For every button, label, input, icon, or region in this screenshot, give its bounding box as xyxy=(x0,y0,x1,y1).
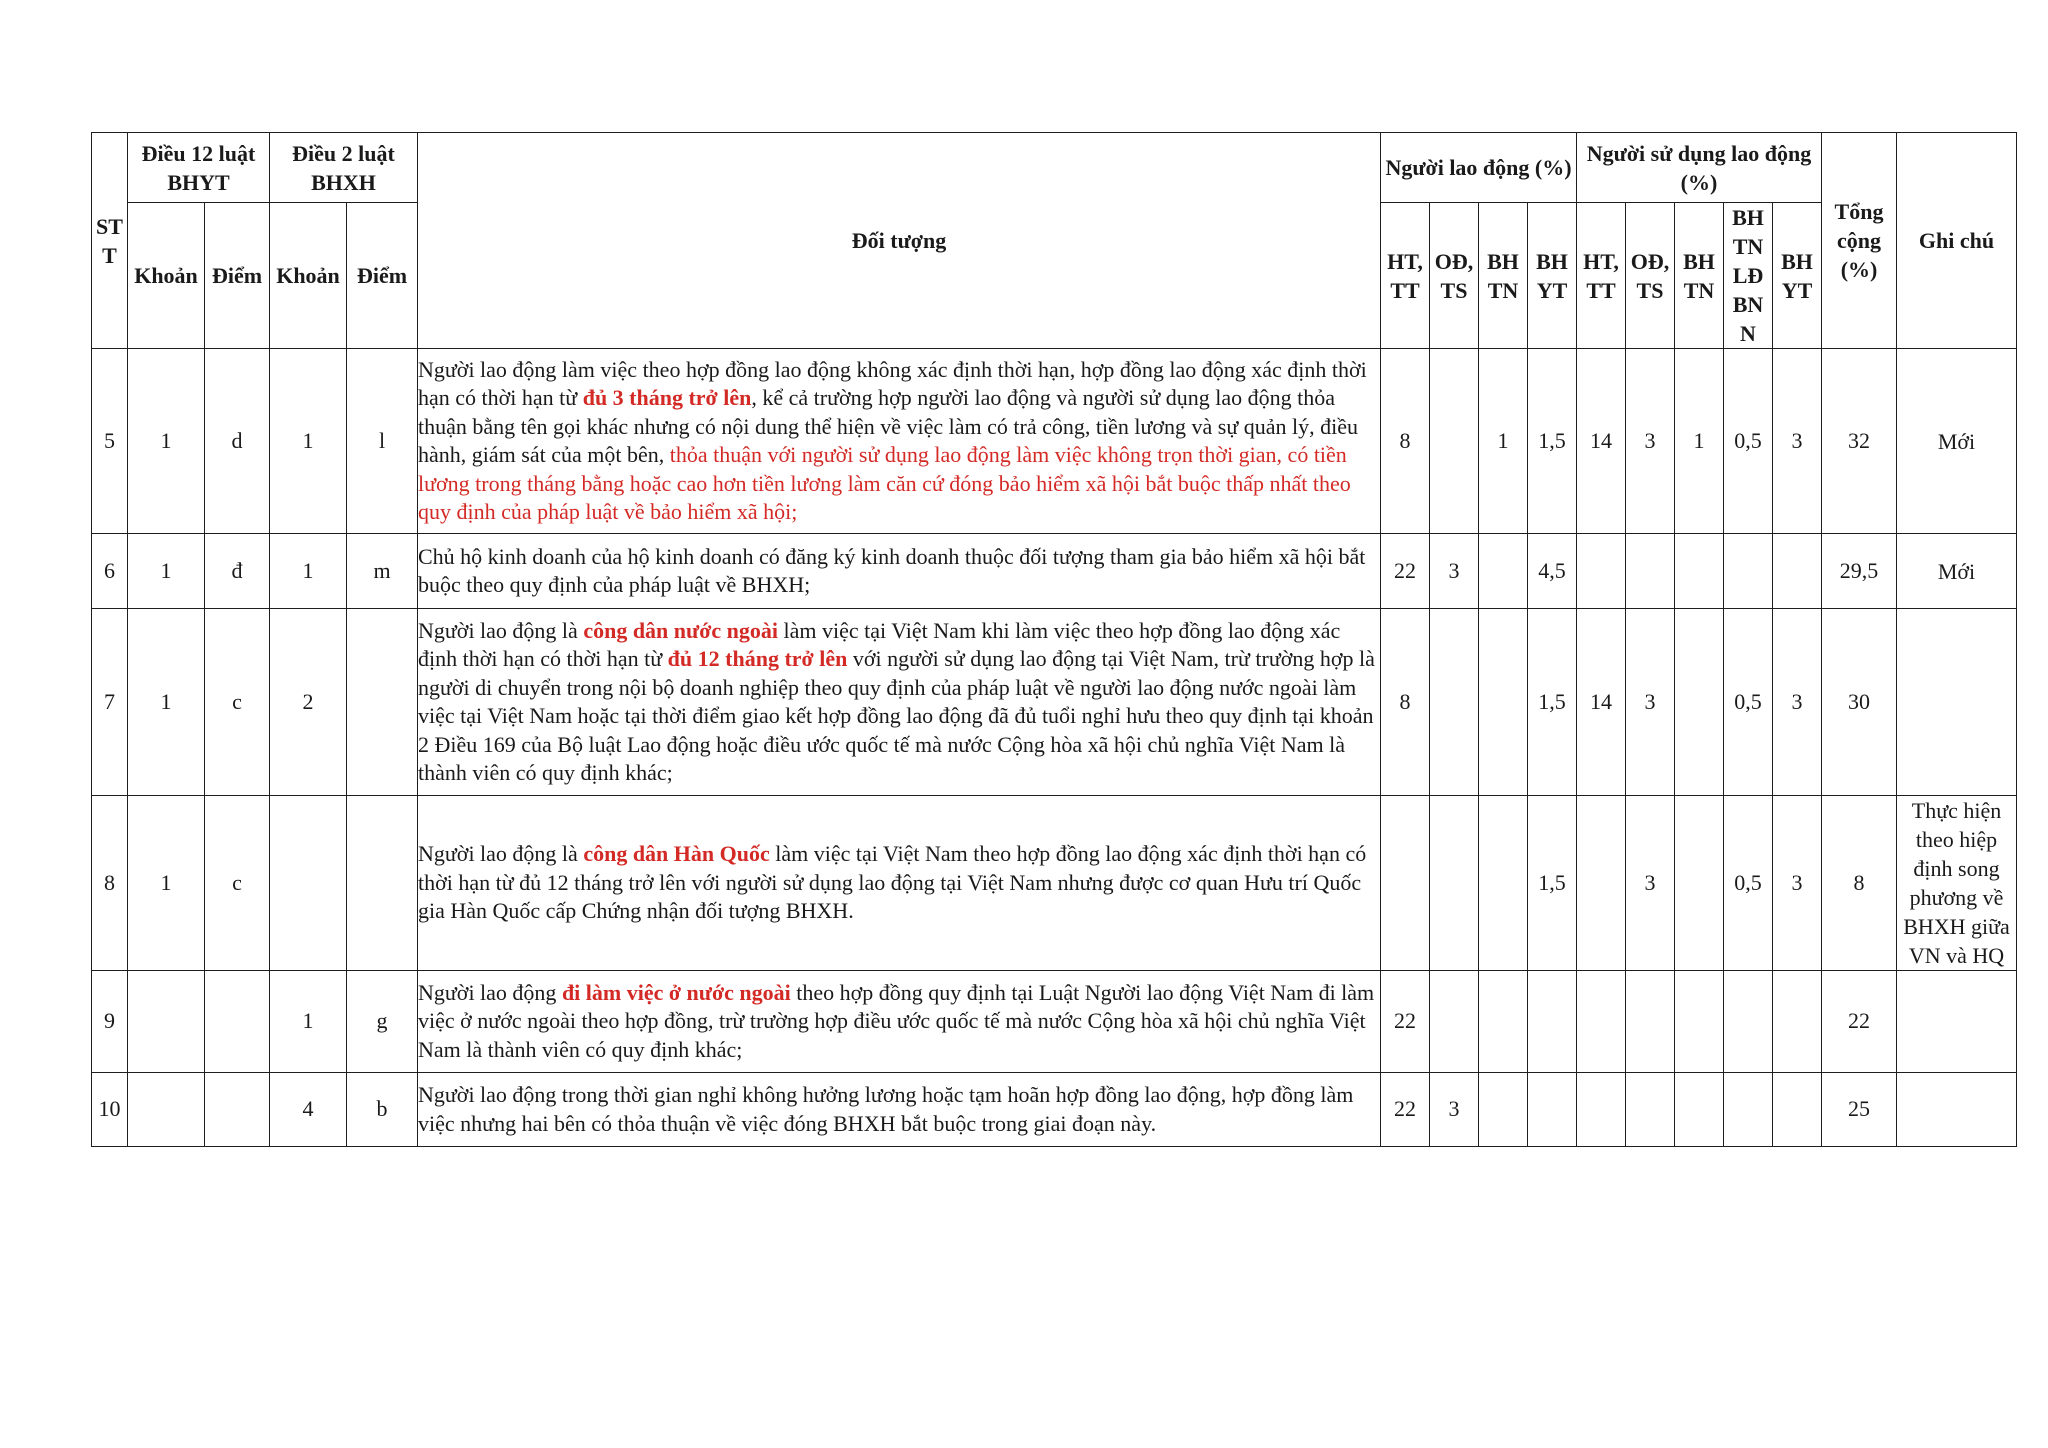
header-dieu12-bhyt: Điều 12 luật BHYT xyxy=(128,133,270,203)
cell-diem-2: b xyxy=(347,1073,418,1147)
desc-segment: làm việc tại Việt Nam theo hợp đồng lao động xác định thời hạn có thời hạn từ đủ 12 tháng trở lên với người sử dụng lao động tại Việt Nam nhưng được cơ quan Hưu trí Quốc gia Hàn Quốc cấp Chứng nhận đối tượng BHXH. xyxy=(418,841,1367,924)
cell-nld-httt: 8 xyxy=(1381,609,1430,796)
cell-nsd-bhyt xyxy=(1773,1073,1822,1147)
cell-khoan-2: 1 xyxy=(270,534,347,609)
cell-nld-odts: 3 xyxy=(1430,1073,1479,1147)
cell-tong-cong: 30 xyxy=(1822,609,1897,796)
cell-nld-bhtn xyxy=(1479,534,1528,609)
cell-stt: 7 xyxy=(92,609,128,796)
cell-stt: 6 xyxy=(92,534,128,609)
cell-nsd-httt: 14 xyxy=(1577,609,1626,796)
cell-nld-bhyt xyxy=(1528,971,1577,1073)
cell-nld-odts xyxy=(1430,349,1479,534)
header-nsd-httt: HT, TT xyxy=(1577,203,1626,349)
cell-nsd-bhtn xyxy=(1675,609,1724,796)
desc-segment: Người lao động trong thời gian nghỉ không hưởng lương hoặc tạm hoãn hợp đồng lao động, hợp đồng làm việc nhưng hai bên có thỏa thuận về việc đóng BHXH bắt buộc trong giai đoạn này. xyxy=(418,1082,1354,1136)
cell-diem-2: l xyxy=(347,349,418,534)
header-nsd-odts: OĐ, TS xyxy=(1626,203,1675,349)
cell-nld-bhyt: 1,5 xyxy=(1528,349,1577,534)
cell-khoan-12: 1 xyxy=(128,609,205,796)
cell-diem-12 xyxy=(205,971,270,1073)
cell-nld-bhyt: 1,5 xyxy=(1528,796,1577,971)
cell-nld-bhyt: 4,5 xyxy=(1528,534,1577,609)
cell-ghi-chu: Mới xyxy=(1897,349,2017,534)
cell-khoan-2: 2 xyxy=(270,609,347,796)
header-tong-cong: Tổng cộng (%) xyxy=(1822,133,1897,349)
cell-doi-tuong xyxy=(418,1073,1381,1147)
insurance-rate-table xyxy=(91,132,2017,1147)
cell-ghi-chu xyxy=(1897,971,2017,1073)
cell-stt: 8 xyxy=(92,796,128,971)
header-dieu2-bhxh: Điều 2 luật BHXH xyxy=(270,133,418,203)
cell-khoan-12: 1 xyxy=(128,796,205,971)
cell-diem-2: m xyxy=(347,534,418,609)
header-diem-2: Điểm xyxy=(347,203,418,349)
header-nld-bhtn: BH TN xyxy=(1479,203,1528,349)
cell-diem-12: c xyxy=(205,796,270,971)
cell-stt: 5 xyxy=(92,349,128,534)
cell-stt: 9 xyxy=(92,971,128,1073)
cell-diem-12: d xyxy=(205,349,270,534)
cell-khoan-12 xyxy=(128,971,205,1073)
cell-nld-httt: 22 xyxy=(1381,1073,1430,1147)
header-stt: ST T xyxy=(92,133,128,349)
cell-nld-bhyt: 1,5 xyxy=(1528,609,1577,796)
cell-nsd-odts xyxy=(1626,534,1675,609)
cell-nsd-odts: 3 xyxy=(1626,796,1675,971)
cell-nld-httt: 8 xyxy=(1381,349,1430,534)
header-diem-12: Điểm xyxy=(205,203,270,349)
cell-diem-12 xyxy=(205,1073,270,1147)
cell-nsd-httt: 14 xyxy=(1577,349,1626,534)
header-nsd-bhtn: BH TN xyxy=(1675,203,1724,349)
cell-tong-cong: 22 xyxy=(1822,971,1897,1073)
cell-nsd-odts xyxy=(1626,971,1675,1073)
desc-segment: công dân Hàn Quốc xyxy=(583,841,770,867)
cell-ghi-chu xyxy=(1897,609,2017,796)
desc-segment: Người lao động làm việc theo hợp đồng lao động không xác định thời hạn, hợp đồng lao động xác định thời hạn có thời hạn từ xyxy=(418,356,1367,410)
table-row xyxy=(92,609,2017,796)
cell-nld-odts xyxy=(1430,609,1479,796)
cell-khoan-12: 1 xyxy=(128,349,205,534)
cell-nsd-httt xyxy=(1577,1073,1626,1147)
cell-nld-httt: 22 xyxy=(1381,971,1430,1073)
cell-nsd-bhtn xyxy=(1675,1073,1724,1147)
table-row xyxy=(92,534,2017,609)
desc-segment: Người lao động là xyxy=(418,841,584,867)
cell-nsd-bhtnldbnn: 0,5 xyxy=(1724,609,1773,796)
cell-nld-httt: 22 xyxy=(1381,534,1430,609)
cell-stt: 10 xyxy=(92,1073,128,1147)
cell-doi-tuong xyxy=(418,349,1381,534)
cell-nsd-odts xyxy=(1626,1073,1675,1147)
cell-tong-cong: 8 xyxy=(1822,796,1897,971)
cell-nld-httt xyxy=(1381,796,1430,971)
cell-diem-12: đ xyxy=(205,534,270,609)
cell-khoan-12 xyxy=(128,1073,205,1147)
header-nsd-bhtnldbnn: BH TN LĐ BN N xyxy=(1724,203,1773,349)
cell-nld-odts xyxy=(1430,796,1479,971)
cell-doi-tuong xyxy=(418,796,1381,971)
header-ghi-chu: Ghi chú xyxy=(1897,133,2017,349)
cell-nsd-bhtnldbnn xyxy=(1724,971,1773,1073)
cell-nsd-bhtnldbnn xyxy=(1724,534,1773,609)
cell-diem-2 xyxy=(347,609,418,796)
desc-segment: Người lao động xyxy=(418,979,562,1005)
cell-diem-2: g xyxy=(347,971,418,1073)
cell-nsd-bhtnldbnn: 0,5 xyxy=(1724,349,1773,534)
cell-nsd-bhtn xyxy=(1675,796,1724,971)
cell-nsd-bhyt: 3 xyxy=(1773,609,1822,796)
cell-nld-bhtn xyxy=(1479,796,1528,971)
header-doi-tuong: Đối tượng xyxy=(418,133,1381,349)
cell-nld-odts: 3 xyxy=(1430,534,1479,609)
table-row xyxy=(92,796,2017,971)
desc-segment: thỏa thuận với người sử dụng lao động làm việc không trọn thời gian, có tiền lương trong tháng bằng hoặc cao hơn tiền lương làm căn cứ đóng bảo hiểm xã hội bắt buộc thấp nhất theo quy định của pháp luật về bảo hiểm xã hội; xyxy=(418,442,1351,524)
cell-nsd-httt xyxy=(1577,796,1626,971)
cell-khoan-2: 4 xyxy=(270,1073,347,1147)
cell-ghi-chu xyxy=(1897,1073,2017,1147)
desc-segment: đủ 12 tháng trở lên xyxy=(667,646,848,671)
cell-khoan-2: 1 xyxy=(270,349,347,534)
cell-nsd-bhtn: 1 xyxy=(1675,349,1724,534)
cell-nsd-httt xyxy=(1577,534,1626,609)
header-nguoi-lao-dong: Người lao động (%) xyxy=(1381,133,1577,203)
cell-diem-2 xyxy=(347,796,418,971)
cell-nsd-bhyt: 3 xyxy=(1773,349,1822,534)
header-nguoi-su-dung-lao-dong: Người sử dụng lao động (%) xyxy=(1577,133,1822,203)
cell-nsd-bhyt: 3 xyxy=(1773,796,1822,971)
cell-diem-12: c xyxy=(205,609,270,796)
cell-nsd-bhtn xyxy=(1675,971,1724,1073)
desc-segment: theo hợp đồng quy định tại Luật Người lao động Việt Nam đi làm việc ở nước ngoài theo hợp đồng, trừ trường hợp điều ước quốc tế mà nước Cộng hòa xã hội chủ nghĩa Việt Nam là thành viên có quy định khác; xyxy=(418,979,1375,1062)
header-nld-httt: HT, TT xyxy=(1381,203,1430,349)
cell-nld-bhtn xyxy=(1479,971,1528,1073)
cell-nsd-bhyt xyxy=(1773,971,1822,1073)
cell-nld-bhtn: 1 xyxy=(1479,349,1528,534)
desc-segment: đi làm việc ở nước ngoài xyxy=(561,979,791,1005)
table-row xyxy=(92,1073,2017,1147)
header-nsd-bhyt: BH YT xyxy=(1773,203,1822,349)
desc-segment: công dân nước ngoài xyxy=(583,617,779,643)
cell-nsd-bhtnldbnn xyxy=(1724,1073,1773,1147)
cell-tong-cong: 25 xyxy=(1822,1073,1897,1147)
cell-nsd-odts: 3 xyxy=(1626,609,1675,796)
cell-nld-odts xyxy=(1430,971,1479,1073)
cell-doi-tuong xyxy=(418,534,1381,609)
cell-khoan-12: 1 xyxy=(128,534,205,609)
cell-tong-cong: 32 xyxy=(1822,349,1897,534)
desc-segment: Người lao động là xyxy=(418,617,584,643)
cell-nsd-bhtnldbnn: 0,5 xyxy=(1724,796,1773,971)
cell-doi-tuong xyxy=(418,971,1381,1073)
header-khoan-2: Khoản xyxy=(270,203,347,349)
table-row xyxy=(92,349,2017,534)
cell-khoan-2 xyxy=(270,796,347,971)
header-nld-bhyt: BH YT xyxy=(1528,203,1577,349)
cell-nsd-bhyt xyxy=(1773,534,1822,609)
cell-nld-bhyt xyxy=(1528,1073,1577,1147)
desc-segment: đủ 3 tháng trở lên xyxy=(582,385,752,410)
desc-segment: , kể cả trường hợp người lao động và người sử dụng lao động thỏa thuận bằng tên gọi khác nhưng có nội dung thể hiện về việc làm có trả công, tiền lương và sự quản lý, điều hành, giám sát của một bên, xyxy=(418,385,1359,467)
header-khoan-12: Khoản xyxy=(128,203,205,349)
cell-ghi-chu: Thực hiện theo hiệp định song phương về BHXH giữa VN và HQ xyxy=(1897,796,2017,971)
table-row xyxy=(92,971,2017,1073)
cell-ghi-chu: Mới xyxy=(1897,534,2017,609)
cell-nld-bhtn xyxy=(1479,1073,1528,1147)
cell-nsd-bhtn xyxy=(1675,534,1724,609)
cell-nsd-httt xyxy=(1577,971,1626,1073)
desc-segment: với người sử dụng lao động tại Việt Nam, trừ trường hợp là người di chuyển trong nội bộ doanh nghiệp theo quy định của pháp luật về người lao động nước ngoài làm việc tại Việt Nam hoặc tại thời điểm giao kết hợp đồng lao động đã đủ tuổi nghỉ hưu theo quy định tại khoản 2 Điều 169 của Bộ luật Lao động hoặc điều ước quốc tế mà nước Cộng hòa xã hội chủ nghĩa Việt Nam là thành viên có quy định khác; xyxy=(418,646,1375,785)
cell-doi-tuong xyxy=(418,609,1381,796)
desc-segment: Chủ hộ kinh doanh của hộ kinh doanh có đăng ký kinh doanh thuộc đối tượng tham gia bảo hiểm xã hội bắt buộc theo quy định của pháp luật về BHXH; xyxy=(418,543,1366,597)
cell-nld-bhtn xyxy=(1479,609,1528,796)
cell-tong-cong: 29,5 xyxy=(1822,534,1897,609)
header-nld-odts: OĐ, TS xyxy=(1430,203,1479,349)
desc-segment: làm việc tại Việt Nam khi làm việc theo hợp đồng lao động xác định thời hạn có thời hạn từ xyxy=(418,617,1341,671)
cell-nsd-odts: 3 xyxy=(1626,349,1675,534)
cell-khoan-2: 1 xyxy=(270,971,347,1073)
